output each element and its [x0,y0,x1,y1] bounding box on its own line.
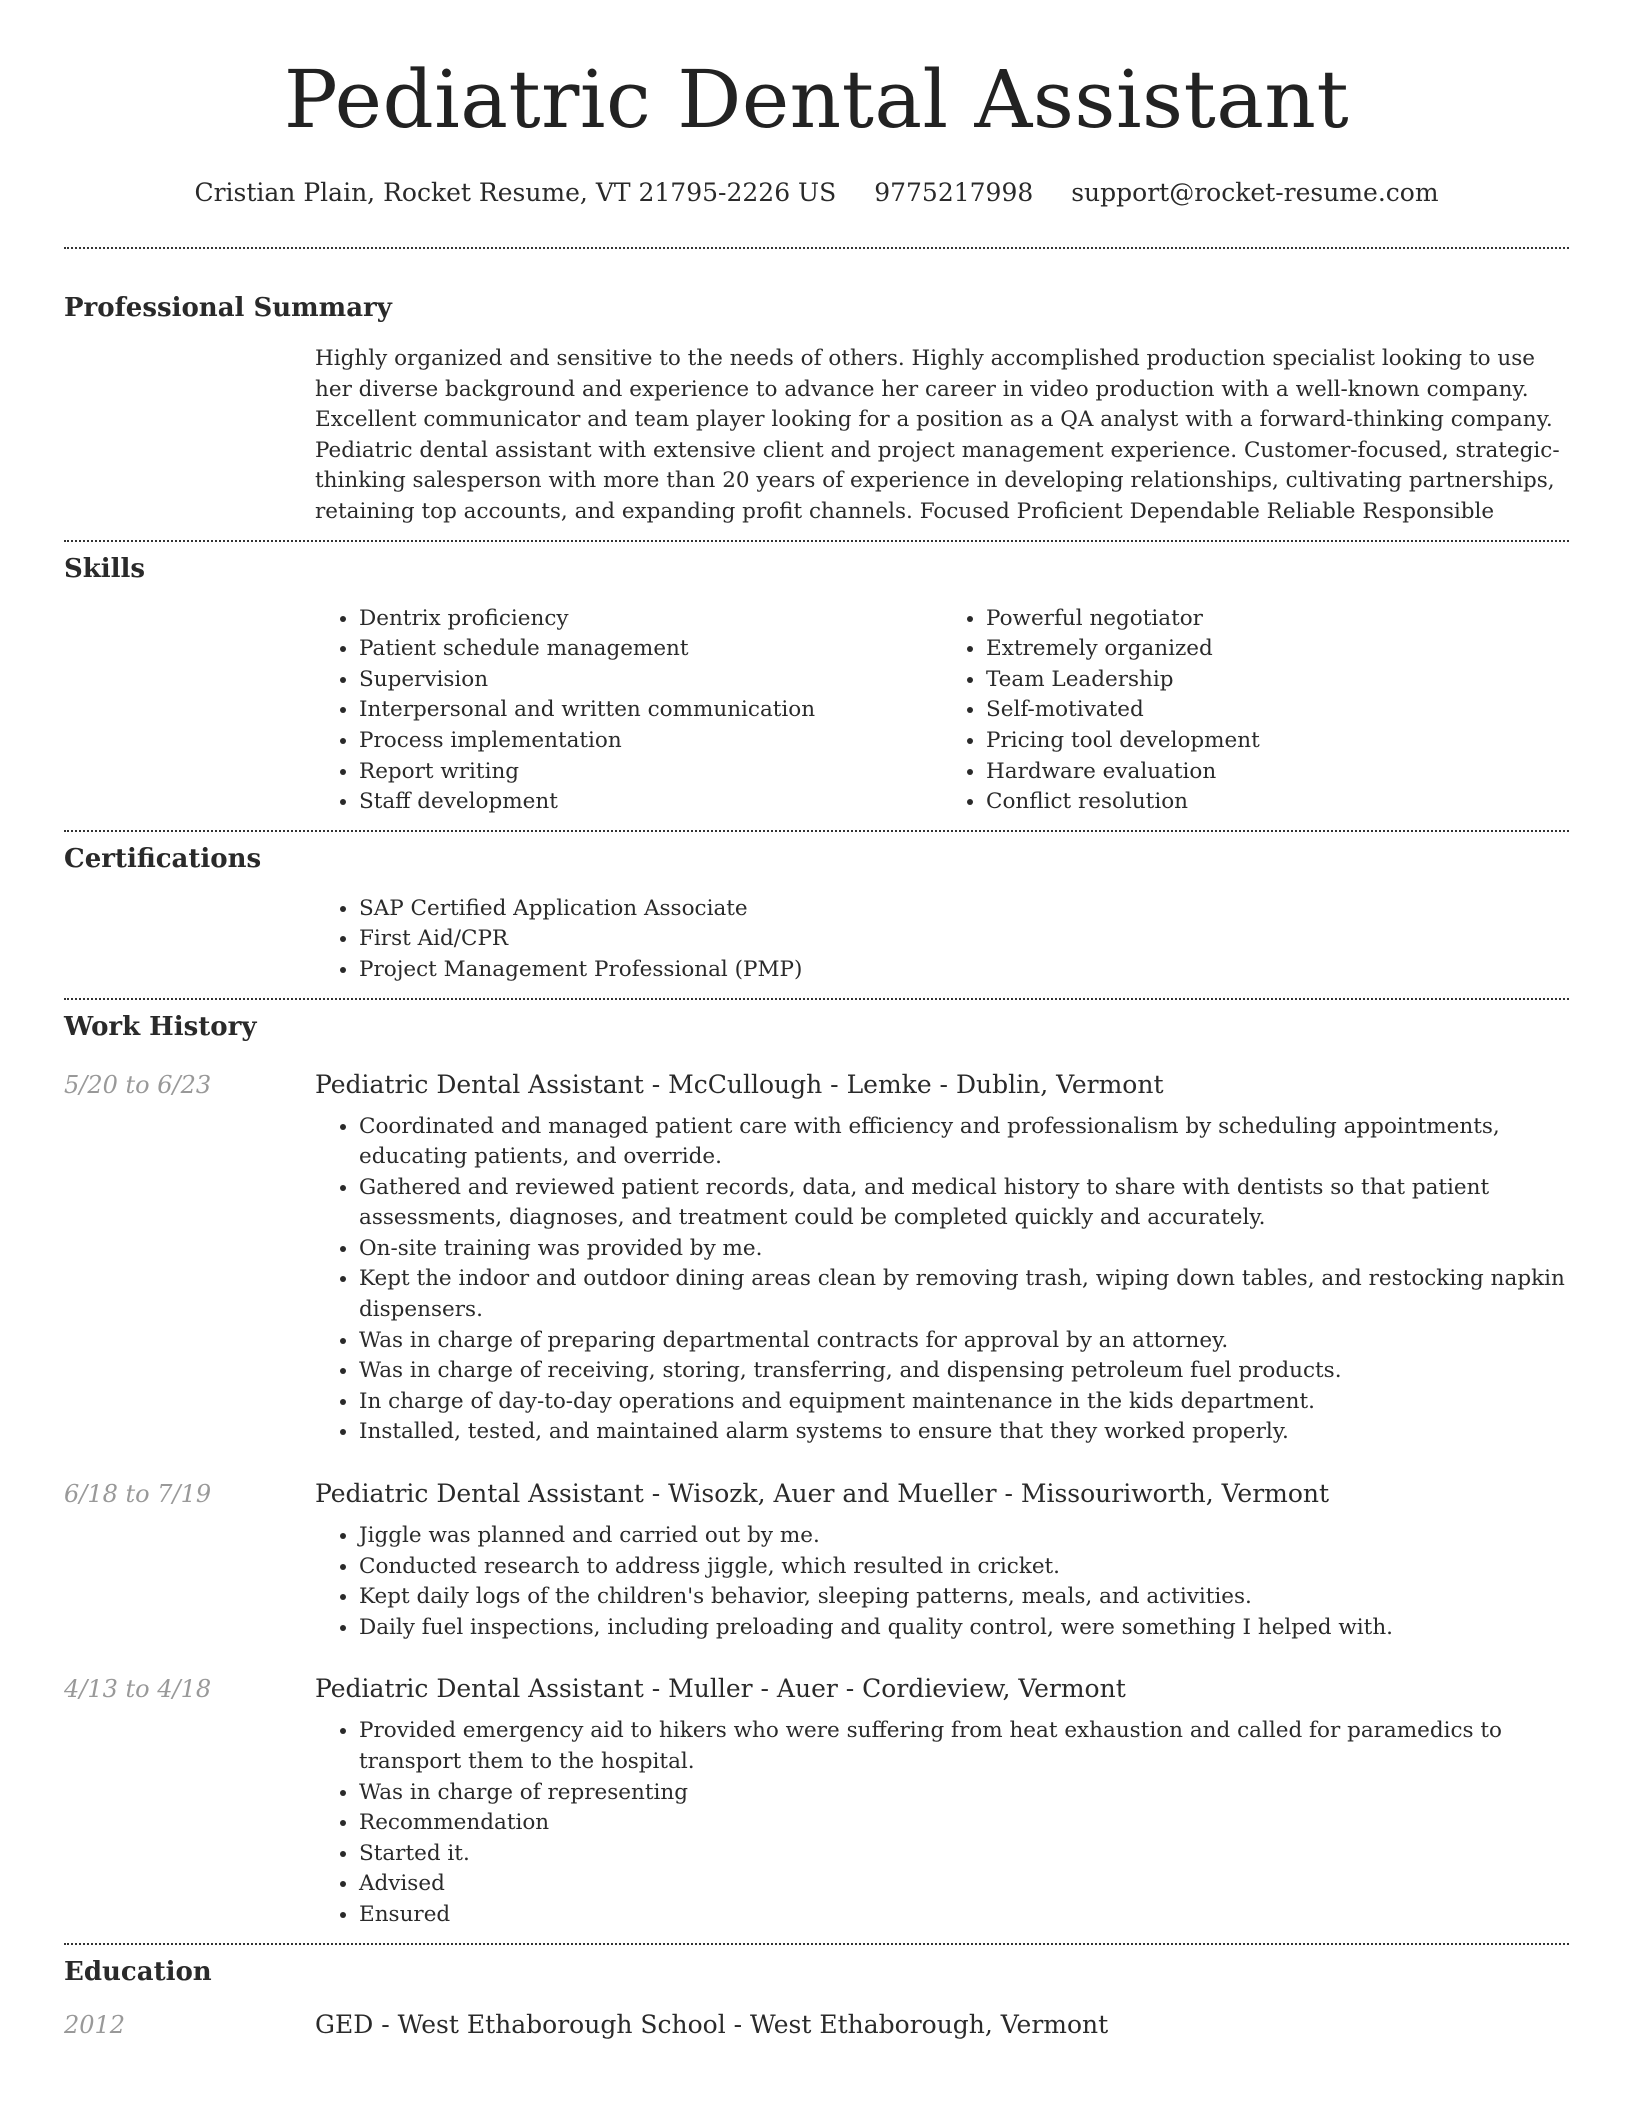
job-dates: 6/18 to 7/19 [64,1480,212,1509]
contact-line [64,176,1569,210]
contact-address: Cristian Plain, Rocket Resume, VT 21795-2226 US [194,178,837,207]
resume-name: Pediatric Dental Assistant [283,53,1350,146]
divider-header [64,247,1569,249]
job-bullet: • Advised [359,1869,1569,1900]
summary-content [315,344,1569,528]
skill-item: • Report writing [359,757,942,788]
certification-item: • Project Management Professional (PMP) [359,955,1569,986]
section-title-education: Education [64,1956,212,1987]
job-heading: Pediatric Dental Assistant - McCullough - Lemke - Dublin, Vermont [315,1069,1164,1099]
job-dates: 4/13 to 4/18 [64,1675,212,1704]
skill-item: • Patient schedule management [359,634,942,665]
job-header [64,1478,1569,1510]
job-bullet: • Was in charge of preparing departmental contracts for approval by an attorney. [359,1326,1569,1357]
job-bullet: • Started it. [359,1839,1569,1870]
divider-certifications [64,998,1569,1000]
skill-item: • Conflict resolution [986,787,1569,818]
skill-item: • Powerful negotiator [986,604,1569,635]
section-title-work: Work History [64,1011,257,1042]
skill-item: • Staff development [359,787,942,818]
divider-work [64,1943,1569,1945]
job-bullets [315,1521,1569,1643]
divider-summary [64,540,1569,542]
job-bullet: • Kept the indoor and outdoor dining areas clean by removing trash, wiping down tables, and restocking napkin dispensers. [359,1264,1569,1325]
job-bullet: • Recommendation [359,1808,1569,1839]
job-bullet: • Provided emergency aid to hikers who were suffering from heat exhaustion and called for paramedics to transport them to the hospital. [359,1716,1569,1777]
skills-column-right [942,604,1569,818]
job-bullet: • Was in charge of representing [359,1778,1569,1809]
job-bullet: • Installed, tested, and maintained alarm systems to ensure that they worked properly. [359,1417,1569,1448]
skill-item: • Process implementation [359,726,942,757]
job-bullets [315,1112,1569,1449]
resume-page [64,0,1569,2041]
contact-email: support@rocket-resume.com [1071,178,1439,207]
skill-item: • Team Leadership [986,665,1569,696]
summary-text: Highly organized and sensitive to the needs of others. Highly accomplished production specialist looking to use her diverse background and experience to advance her career in video production with a well-known company. Excellent communicator and team player looking for a position as a QA analyst with a forward-thinking company. Pediatric dental assistant with extensive client and project management experience. Customer-focused, strategic-thinking salesperson with more than 20 years of experience in developing relationships, cultivating partnerships, retaining top accounts, and expanding profit channels. Focused Proficient Dependable Reliable Responsible [315,346,1560,524]
contact-phone: 9775217998 [874,178,1034,207]
section-title-certifications: Certifications [64,843,262,874]
job-bullet: • Was in charge of receiving, storing, transferring, and dispensing petroleum fuel products. [359,1356,1569,1387]
skill-item: • Self-motivated [986,695,1569,726]
skills-list [315,604,1569,818]
skill-item: • Extremely organized [986,634,1569,665]
job-bullet: • Jiggle was planned and carried out by me. [359,1521,1569,1552]
job-bullet: • Coordinated and managed patient care with efficiency and professionalism by scheduling appointments, educating patients, and override. [359,1112,1569,1173]
education-dates: 2012 [64,2010,126,2039]
skill-item: • Dentrix proficiency [359,604,942,635]
education-heading: GED - West Ethaborough School - West Ethaborough, Vermont [315,2009,1109,2039]
skill-item: • Supervision [359,665,942,696]
certification-item: • First Aid/CPR [359,924,1569,955]
skill-item: • Pricing tool development [986,726,1569,757]
certifications-list [315,894,1569,986]
job-heading: Pediatric Dental Assistant - Wisozk, Auer and Mueller - Missouriworth, Vermont [315,1479,1330,1509]
divider-skills [64,830,1569,832]
job-bullet: • Ensured [359,1900,1569,1931]
job-bullet: • Daily fuel inspections, including preloading and quality control, were something I helped with. [359,1613,1569,1644]
job-bullet: • Gathered and reviewed patient records, data, and medical history to share with dentists so that patient assessments, diagnoses, and treatment could be completed quickly and accurately. [359,1173,1569,1234]
skills-column-left [315,604,942,818]
education-entry [64,2009,1569,2041]
job-bullet: • On-site training was provided by me. [359,1234,1569,1265]
job-bullet: • In charge of day-to-day operations and equipment maintenance in the kids department. [359,1387,1569,1418]
job-dates: 5/20 to 6/23 [64,1070,212,1099]
job-bullet: • Kept daily logs of the children's behavior, sleeping patterns, meals, and activities. [359,1582,1569,1613]
job-header [64,1069,1569,1101]
section-title-skills: Skills [64,553,146,584]
job-heading: Pediatric Dental Assistant - Muller - Auer - Cordieview, Vermont [315,1674,1126,1704]
certification-item: • SAP Certified Application Associate [359,894,1569,925]
job-bullet: • Conducted research to address jiggle, which resulted in cricket. [359,1552,1569,1583]
section-title-summary: Professional Summary [64,293,392,323]
job-header [64,1673,1569,1705]
job-bullets [315,1716,1569,1930]
skill-item: • Interpersonal and written communication [359,695,942,726]
skill-item: • Hardware evaluation [986,757,1569,788]
